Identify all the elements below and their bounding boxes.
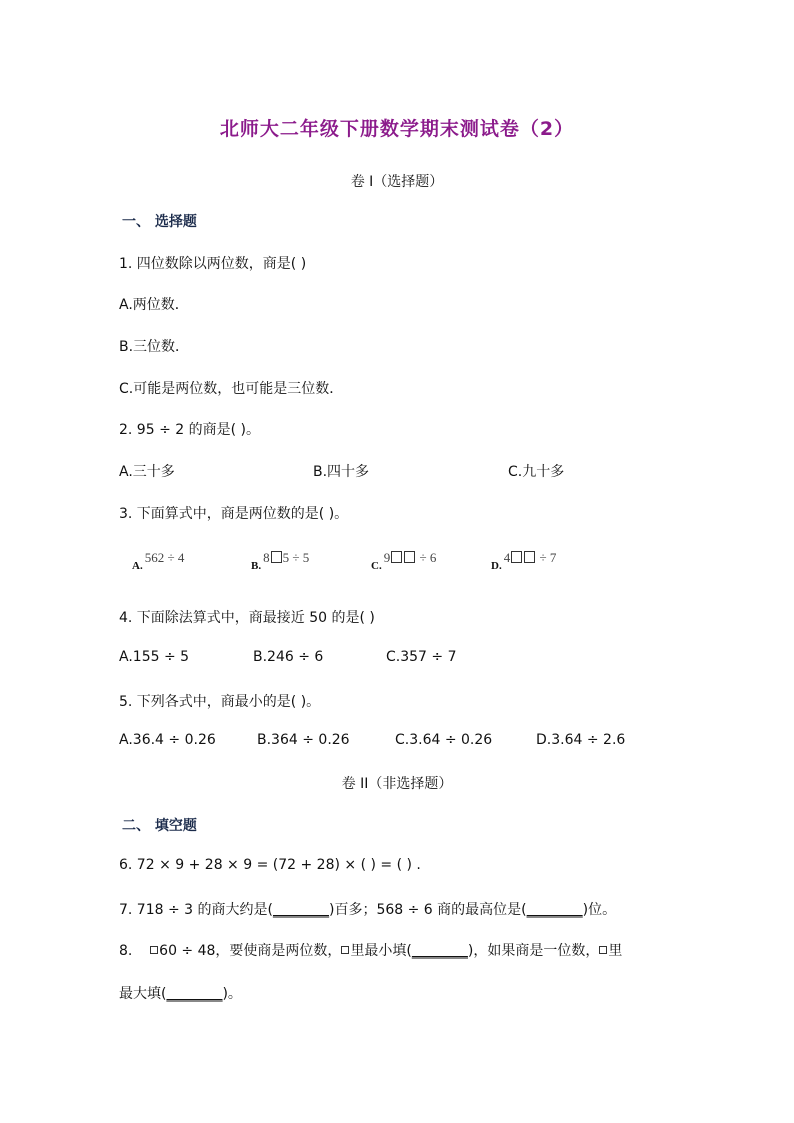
option-expression-tail: ÷ 7 bbox=[539, 550, 557, 565]
option-label: A. bbox=[132, 560, 143, 572]
option-label: D. bbox=[491, 560, 502, 572]
question-2-option-c: C.九十多 bbox=[508, 464, 565, 480]
question-8 bbox=[119, 940, 622, 960]
question-1: 1. 四位数除以两位数，商是( ) bbox=[119, 256, 307, 272]
question-4-option-a: A.155 ÷ 5 bbox=[119, 649, 190, 665]
option-expression-lead: 4 bbox=[503, 550, 511, 565]
question-4-option-c: C.357 ÷ 7 bbox=[386, 649, 457, 665]
question-5-option-a: A.36.4 ÷ 0.26 bbox=[119, 732, 216, 748]
option-expression: 562 ÷ 4 bbox=[144, 550, 185, 565]
question-8-text-f: )。 bbox=[222, 986, 242, 1002]
question-8-text-e: 最大填( bbox=[119, 986, 167, 1002]
question-4: 4. 下面除法算式中，商最接近 50 的是( ) bbox=[119, 610, 375, 626]
question-2: 2. 95 ÷ 2 的商是( )。 bbox=[119, 422, 260, 438]
option-expression-lead: 8 bbox=[263, 550, 270, 565]
question-3: 3. 下面算式中，商是两位数的是( )。 bbox=[119, 506, 349, 522]
question-2-option-b: B.四十多 bbox=[313, 464, 370, 480]
question-5-option-d: D.3.64 ÷ 2.6 bbox=[536, 732, 626, 748]
blank-box-icon bbox=[599, 946, 607, 954]
question-8-text-d: 里 bbox=[608, 943, 623, 959]
blank-box-icon bbox=[511, 551, 522, 563]
question-3-option-a bbox=[132, 550, 184, 572]
question-1-option-c: C.可能是两位数，也可能是三位数． bbox=[119, 381, 344, 397]
question-8-number: 8. bbox=[119, 943, 133, 959]
question-1-option-a: A.两位数． bbox=[119, 297, 189, 313]
blank-box-icon bbox=[341, 946, 349, 954]
question-8-text-a: 60 ÷ 48，要使商是两位数， bbox=[159, 943, 342, 959]
blank-box-icon bbox=[271, 551, 282, 563]
question-5-option-c: C.3.64 ÷ 0.26 bbox=[395, 732, 493, 748]
blank-box-icon bbox=[391, 551, 402, 563]
question-4-option-b: B.246 ÷ 6 bbox=[253, 649, 324, 665]
option-expression bbox=[504, 550, 557, 565]
blank-box-icon bbox=[150, 946, 158, 954]
answer-blank[interactable]: ________ bbox=[526, 902, 583, 918]
question-7-text-c: )位。 bbox=[582, 902, 617, 918]
answer-blank[interactable]: ________ bbox=[272, 902, 329, 918]
option-expression-tail: 5 ÷ 5 bbox=[282, 550, 310, 565]
option-label: C. bbox=[371, 560, 382, 572]
page-title: 北师大二年级下册数学期末测试卷（2） bbox=[219, 118, 575, 140]
volume-2-heading: 卷 II（非选择题） bbox=[341, 776, 453, 792]
question-7 bbox=[119, 899, 616, 919]
answer-blank[interactable]: ________ bbox=[166, 986, 223, 1002]
question-7-text-b: )百多；568 ÷ 6 商的最高位是( bbox=[328, 902, 527, 918]
question-5-option-b: B.364 ÷ 0.26 bbox=[257, 732, 350, 748]
blank-box-icon bbox=[404, 551, 415, 563]
question-7-text-a: 7. 718 ÷ 3 的商大约是( bbox=[119, 902, 273, 918]
option-expression bbox=[263, 550, 309, 565]
section-2-heading: 二、 填空题 bbox=[122, 818, 197, 834]
question-8-text-b: 里最小填( bbox=[350, 943, 412, 959]
question-5: 5. 下列各式中，商最小的是( )。 bbox=[119, 694, 321, 710]
question-2-option-a: A.三十多 bbox=[119, 464, 175, 480]
question-3-option-c bbox=[371, 550, 436, 572]
question-1-option-b: B.三位数． bbox=[119, 339, 190, 355]
answer-blank[interactable]: ________ bbox=[411, 943, 468, 959]
question-8-text-c: )，如果商是一位数， bbox=[467, 943, 600, 959]
blank-box-icon bbox=[524, 551, 535, 563]
question-8-line-2 bbox=[119, 983, 242, 1003]
section-1-heading: 一、 选择题 bbox=[122, 214, 197, 230]
option-expression-lead: 9 bbox=[383, 550, 391, 565]
option-expression-tail: ÷ 6 bbox=[419, 550, 437, 565]
volume-1-heading: 卷 I（选择题） bbox=[350, 174, 444, 190]
question-6: 6. 72 × 9 + 28 × 9 = (72 + 28) × ( ) = ( ) . bbox=[119, 857, 421, 873]
question-3-option-d bbox=[491, 550, 556, 572]
option-label: B. bbox=[251, 560, 262, 572]
option-expression bbox=[384, 550, 437, 565]
question-3-option-b bbox=[251, 550, 309, 572]
